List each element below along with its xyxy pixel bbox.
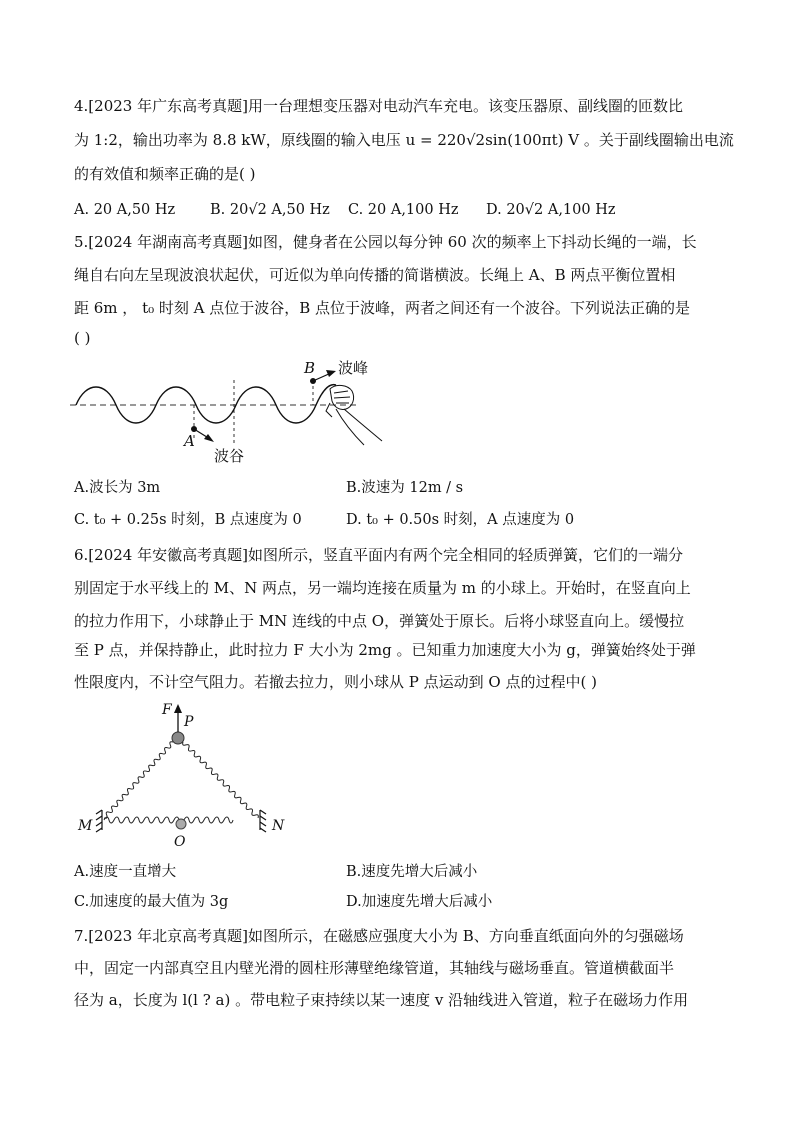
q5-option-d: D. t₀ + 0.50s 时刻，A 点速度为 0 [346,512,575,528]
right-spring-coil [183,742,259,818]
label-o: O [174,834,186,850]
label-m: M [78,818,93,834]
ball-p [172,732,184,744]
label-b: B [304,359,316,377]
q6-line-3: 的拉力作用下，小球静止于 MN 连线的中点 O，弹簧处于原长。后将小球竖直向上。缓慢拉 [74,612,685,630]
left-spring-coil [104,742,173,819]
q4-line-2: 为 1:2，输出功率为 8.8 kW，原线圈的输入电压 u = 220√2sin(100πt) V 。关于副线圈输出电流 [74,131,734,149]
force-arrow-head [174,704,182,713]
wall-n [260,810,266,832]
q6-option-a: A.速度一直增大 [74,864,177,880]
wave-figure [68,355,398,470]
q5-option-c: C. t₀ + 0.25s 时刻，B 点速度为 0 [74,512,302,528]
q5-option-a: A.波长为 3m [74,480,161,496]
q4-option-b: B. 20√2 A,50 Hz [210,202,330,218]
label-peak: 波峰 [338,359,369,377]
q7-line-3: 径为 a，长度为 l(l ? a) 。带电粒子束持续以某一速度 v 沿轴线进入管道，粒子在磁场力作用 [74,991,689,1009]
q6-line-1: 6.[2024 年安徽高考真题]如图所示，竖直平面内有两个完全相同的轻质弹簧，它们的一端分 [74,546,683,564]
a-arrow-head [204,434,214,442]
wall-m [96,810,102,832]
hand-icon [326,385,382,445]
b-arrow-head [326,370,336,377]
spring-figure [70,700,300,852]
q7-line-1: 7.[2023 年北京高考真题]如图所示，在磁感应强度大小为 B、方向垂直纸面向外的匀强磁场 [74,927,684,945]
right-spring [183,742,259,818]
q7-line-2: 中，固定一内部真空且内壁光滑的圆柱形薄壁绝缘管道，其轴线与磁场垂直。管道横截面半 [74,959,675,977]
ball-o [176,819,186,829]
wave-curve [76,385,336,423]
q6-option-b: B.速度先增大后减小 [346,864,478,880]
label-n: N [272,818,285,834]
label-trough: 波谷 [214,447,245,465]
q5-line-4: ( ) [74,329,91,347]
q6-option-d: D.加速度先增大后减小 [346,894,493,910]
q6-line-4: 至 P 点，并保持静止，此时拉力 F 大小为 2mg 。已知重力加速度大小为 g，弹簧始终处于弹 [74,641,696,659]
label-p: P [184,714,194,730]
q5-line-1: 5.[2024 年湖南高考真题]如图，健身者在公园以每分钟 60 次的频率上下抖动长绳的一端，长 [74,233,697,251]
q6-line-2: 别固定于水平线上的 M、N 两点，另一端均连接在质量为 m 的小球上。开始时，在竖直向上 [74,579,691,597]
q4-line-1: 4.[2023 年广东高考真题]用一台理想变压器对电动汽车充电。该变压器原、副线圈的匝数比 [74,97,683,115]
q5-line-2: 绳自右向左呈现波浪状起伏，可近似为单向传播的简谐横波。长绳上 A、B 两点平衡位置相 [74,266,676,284]
label-f: F [162,702,172,718]
left-spring [104,742,173,819]
label-a: A [184,432,195,450]
q5-line-3: 距 6m ， t₀ 时刻 A 点位于波谷，B 点位于波峰，两者之间还有一个波谷。下列说法正确的是 [74,299,691,317]
q4-option-c: C. 20 A,100 Hz [348,202,459,218]
q4-option-d: D. 20√2 A,100 Hz [486,202,616,218]
horizontal-spring [104,817,233,823]
q5-option-b: B.波速为 12m / s [346,480,464,496]
q6-line-5: 性限度内，不计空气阻力。若撤去拉力，则小球从 P 点运动到 O 点的过程中( ) [74,673,597,691]
q4-option-a: A. 20 A,50 Hz [74,202,176,218]
q4-line-3: 的有效值和频率正确的是( ) [74,165,256,183]
q6-option-c: C.加速度的最大值为 3g [74,894,229,910]
